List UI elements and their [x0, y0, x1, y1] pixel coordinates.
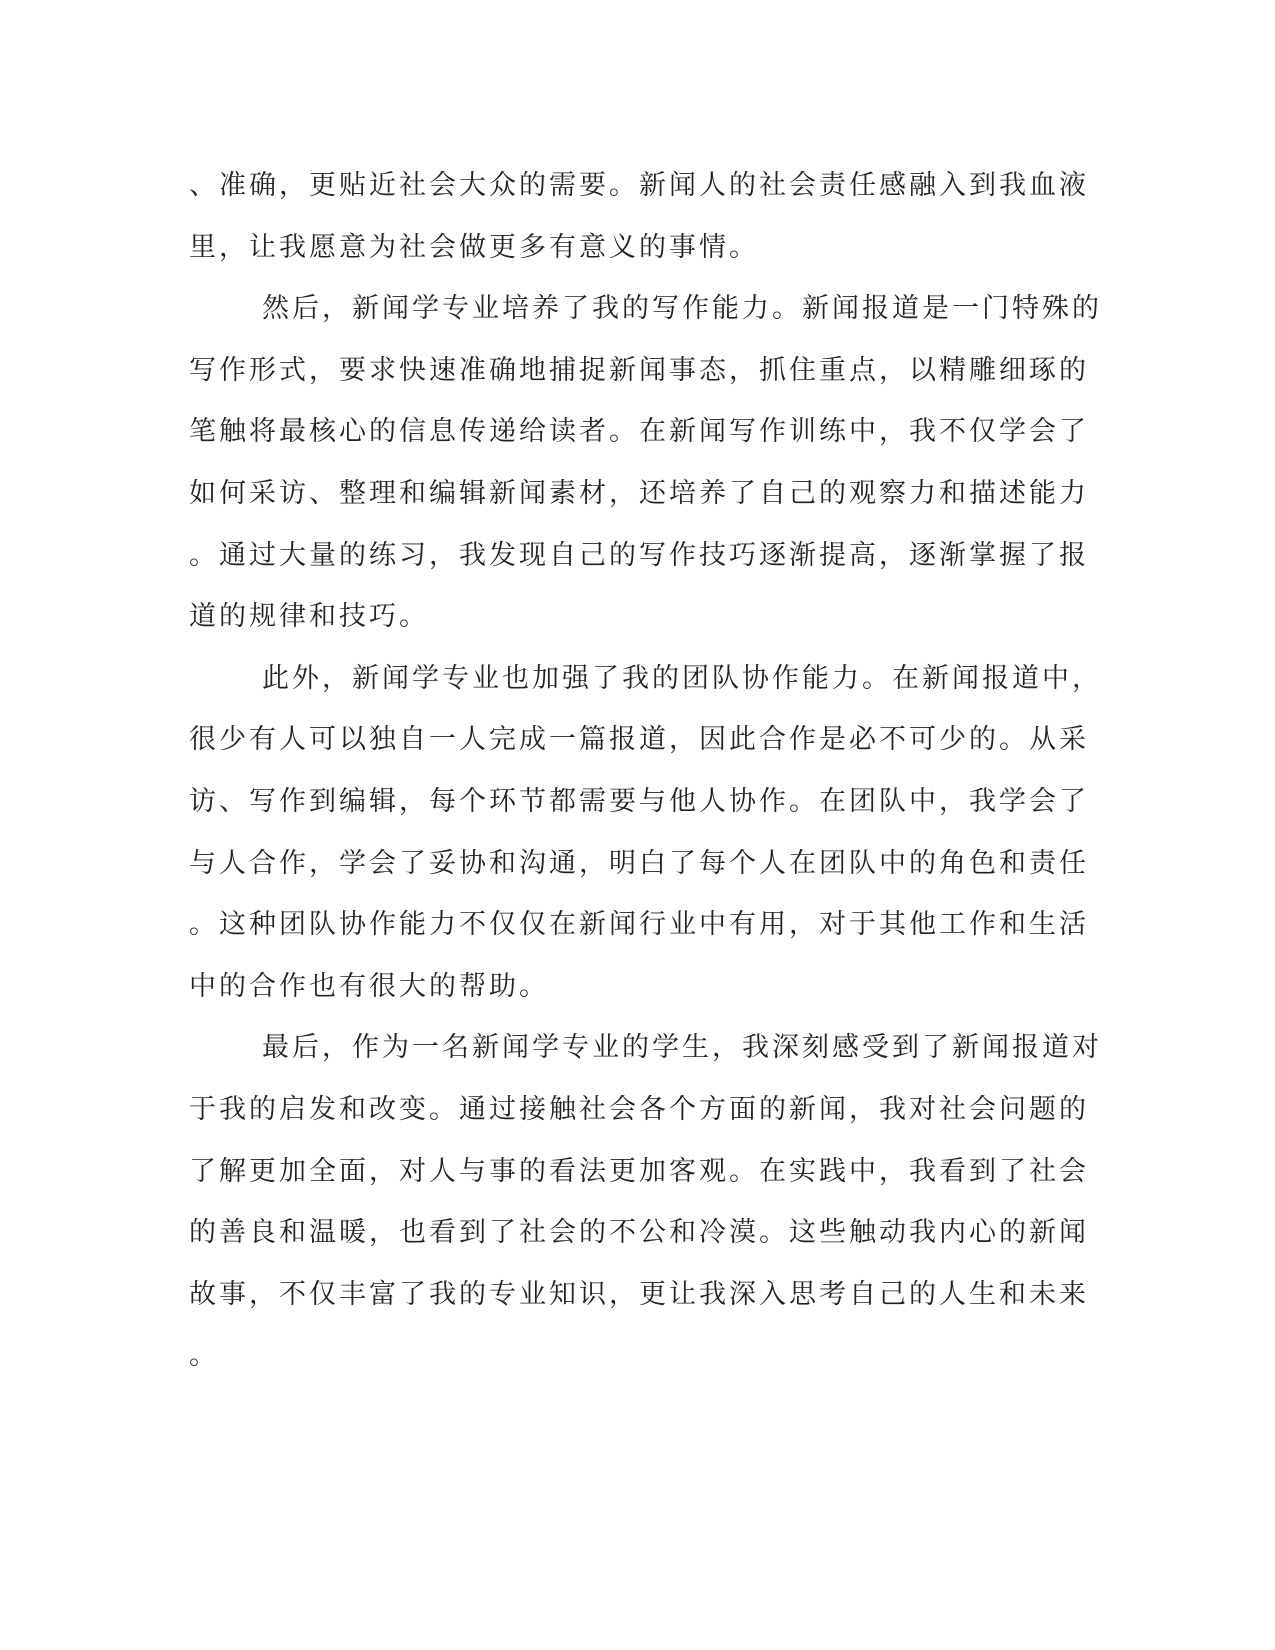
- text-line: 、准确，更贴近社会大众的需要。新闻人的社会责任感融入到我血液: [189, 170, 1089, 201]
- text-line: 最后，作为一名新闻学专业的学生，我深刻感受到了新闻报道对: [262, 1032, 1102, 1064]
- text-line: 笔触将最核心的信息传递给读者。在新闻写作训练中，我不仅学会了: [189, 416, 1089, 448]
- text-line: 道的规律和技巧。: [189, 601, 429, 633]
- document-body: [189, 155, 1102, 1387]
- text-line: 。通过大量的练习，我发现自己的写作技巧逐渐提高，逐渐掌握了报: [189, 539, 1089, 571]
- text-line: 的善良和温暖，也看到了社会的不公和冷漠。这些触动我内心的新闻: [189, 1217, 1089, 1249]
- paragraph-4: [189, 1017, 1102, 1387]
- text-line: 与人合作，学会了妥协和沟通，明白了每个人在团队中的角色和责任: [189, 847, 1089, 879]
- text-line: 很少有人可以独自一人完成一篇报道，因此合作是必不可少的。从采: [189, 724, 1089, 756]
- text-line: 于我的启发和改变。通过接触社会各个方面的新闻，我对社会问题的: [189, 1093, 1089, 1125]
- text-line: 故事，不仅丰富了我的专业知识，更让我深入思考自己的人生和未来: [189, 1278, 1089, 1310]
- text-line: 。: [189, 1340, 219, 1372]
- text-line: 然后，新闻学专业培养了我的写作能力。新闻报道是一门特殊的: [262, 293, 1102, 325]
- text-line: 中的合作也有很大的帮助。: [189, 970, 549, 1002]
- text-line: 写作形式，要求快速准确地捕捉新闻事态，抓住重点，以精雕细琢的: [189, 354, 1089, 386]
- paragraph-2: [189, 278, 1102, 648]
- paragraph-3: [189, 648, 1102, 1018]
- paragraph-1: [189, 155, 1099, 278]
- text-line: 了解更加全面，对人与事的看法更加客观。在实践中，我看到了社会: [189, 1155, 1089, 1187]
- text-line: 。这种团队协作能力不仅仅在新闻行业中有用，对于其他工作和生活: [189, 909, 1089, 941]
- text-line: 里，让我愿意为社会做更多有意义的事情。: [189, 231, 759, 263]
- text-line: 此外，新闻学专业也加强了我的团队协作能力。在新闻报道中，: [262, 662, 1102, 694]
- text-line: 如何采访、整理和编辑新闻素材，还培养了自己的观察力和描述能力: [189, 477, 1089, 509]
- text-line: 访、写作到编辑，每个环节都需要与他人协作。在团队中，我学会了: [189, 785, 1089, 817]
